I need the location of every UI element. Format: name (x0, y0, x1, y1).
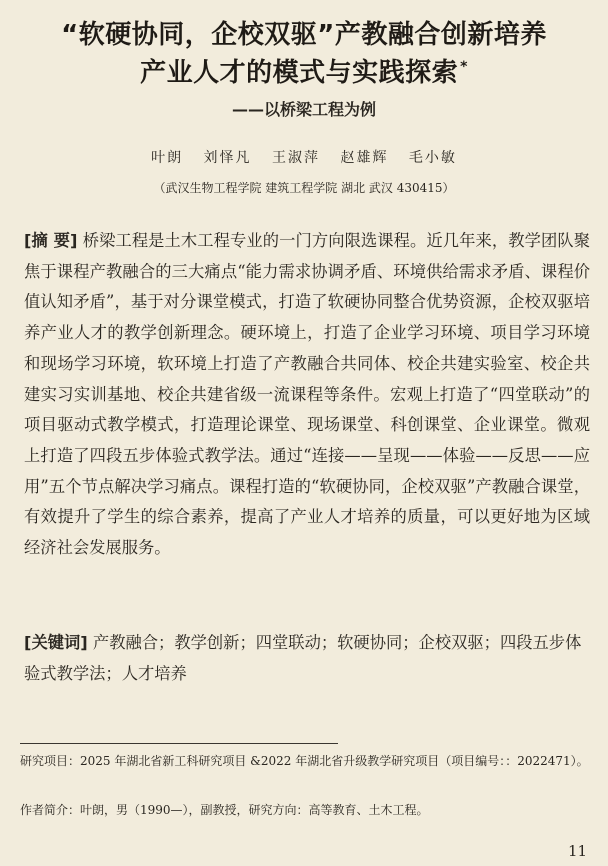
footnote-divider (20, 743, 338, 744)
keywords-label: [关键词] (24, 633, 88, 652)
paper-title-line-1: “软硬协同，企校双驱”产教融合创新培养 (61, 20, 547, 50)
footnote-author-bio: 作者简介：叶朗，男（1990—），副教授，研究方向：高等教育、土木工程。 (20, 803, 429, 817)
paper-title-line-2 (0, 52, 608, 89)
keywords-paragraph (24, 628, 590, 689)
paper-subtitle: ——以桥梁工程为例 (231, 100, 376, 119)
keywords-text: 产教融合；教学创新；四堂联动；软硬协同；企校双驱；四段五步体验式教学法；人才培养 (24, 633, 582, 683)
footnote-project: 研究项目：2025 年湖北省新工科研究项目 &2022 年湖北省升级教学研究项目（项目编号：：2022471）。 (20, 754, 589, 768)
abstract-label: [摘 要] (24, 231, 78, 250)
author-list: 叶朗 刘怿凡 王淑萍 赵雄辉 毛小敏 (151, 150, 457, 166)
author-affiliation: （武汉生物工程学院 建筑工程学院 湖北 武汉 430415） (153, 181, 455, 195)
abstract-paragraph (24, 226, 590, 564)
abstract-text: 桥梁工程是土木工程专业的一门方向限选课程。近几年来，教学团队聚焦于课程产教融合的三大痛点“能力需求协调矛盾、环境供给需求矛盾、课程价值认知矛盾”，基于对分课堂模式，打造了软硬协同整合优势资源，企校双驱培养产业人才的教学创新理念。硬环境上，打造了企业学习环境、项目学习环境和现场学习环境，软环境上打造了产教融合共同体、校企共建实验室、校企共建实习实训基地、校企共建省级一流课程等条件。宏观上打造了“四堂联动”的项目驱动式教学模式，打造理论课堂、现场课堂、科创课堂、企业课堂。微观上打造了四段五步体验式教学法。通过“连接——呈现——体验——反思——应用”五个节点解决学习痛点。课程打造的“软硬协同，企校双驱”产教融合课堂，有效提升了学生的综合素养，提高了产业人才培养的质量，可以更好地为区域经济社会发展服务。 (24, 231, 590, 558)
title-footnote-marker: * (460, 59, 468, 76)
paper-title-text: 产业人才的模式与实践探索 (140, 58, 459, 88)
page-number: 11 (568, 842, 588, 860)
